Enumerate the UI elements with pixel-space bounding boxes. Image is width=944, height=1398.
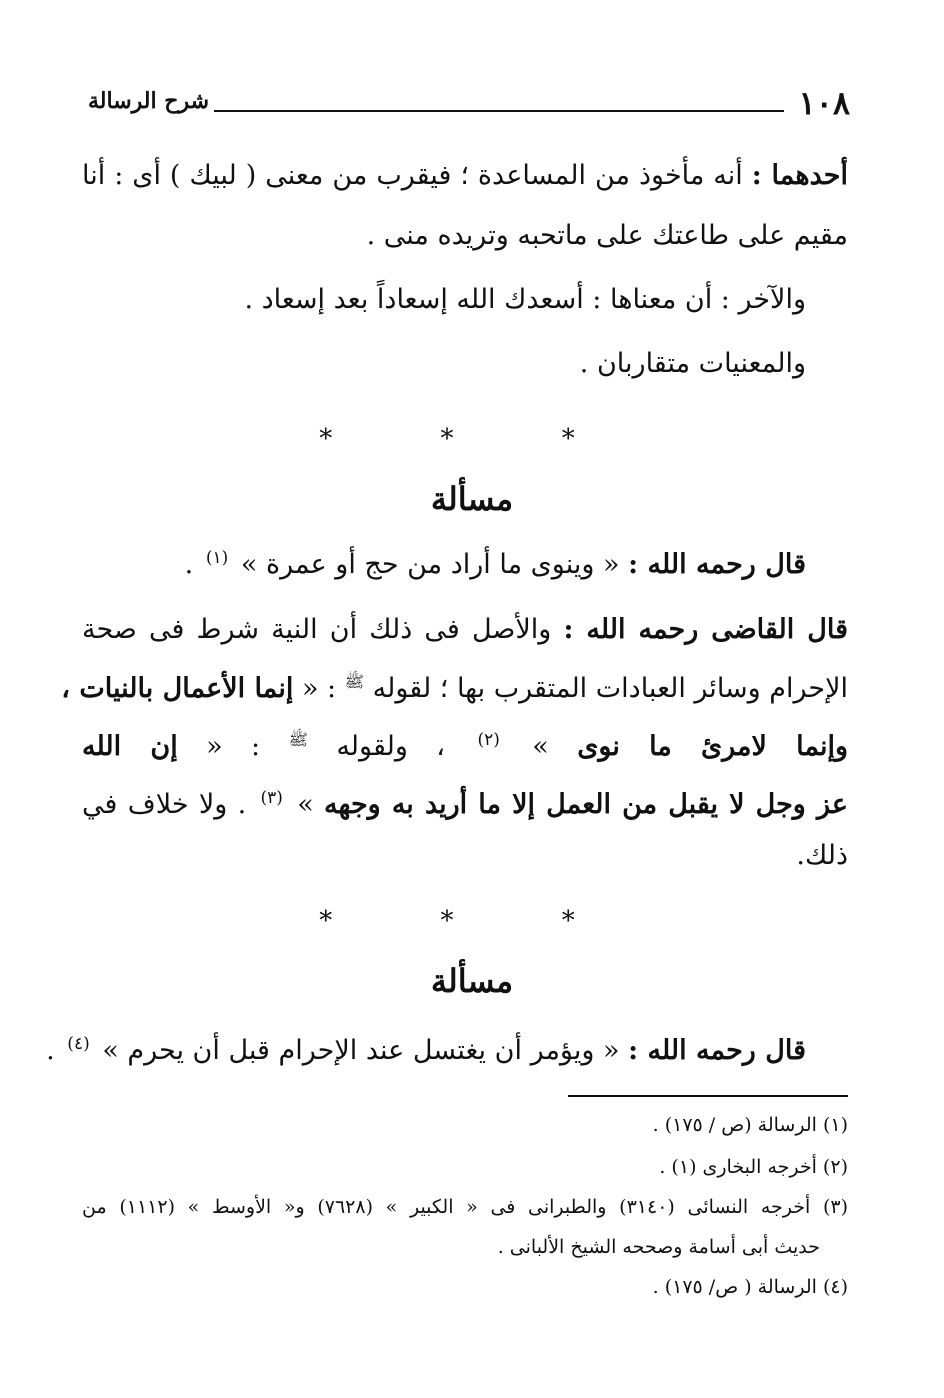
para2: والآخر : أن معناها : أسعدك الله إسعاداً بعد إسعاد . <box>244 284 806 315</box>
hadith-text-2-start: إن الله <box>82 731 178 762</box>
footnote-1: (١) الرسالة (ص / ١٧٥) . <box>652 1114 848 1136</box>
para3: والمعنيات متقاربان . <box>579 348 806 379</box>
section-heading: مسألة <box>430 480 514 518</box>
section2-quote <box>46 1034 806 1066</box>
qadi-line4 <box>82 788 848 820</box>
quote-text: « ويؤمر أن يغتسل عند الإحرام قبل أن يحرم » <box>102 1035 620 1066</box>
honorific-glyph: ﷺ <box>288 730 308 749</box>
footnote-3-line1: (٣) أخرجه النسائى (٣١٤٠) والطبرانى فى « الكبير » (٧٦٢٨) و« الأوسط » (١١١٢) من <box>82 1196 848 1218</box>
qadi-line1-text: والأصل فى ذلك أن النية شرط فى صحة <box>82 614 552 645</box>
footnote-3-line2: حديث أبى أسامة وصححه الشيخ الألبانى . <box>497 1236 820 1258</box>
quote-label: قال رحمه الله : <box>628 1035 806 1066</box>
header-rule <box>214 110 784 112</box>
hadith-text-2: عز وجل لا يقبل من العمل إلا ما أريد به وجهه <box>324 789 848 820</box>
qadi-label: قال القاضى رحمه الله : <box>563 614 848 645</box>
quote-label: قال رحمه الله : <box>628 549 806 580</box>
qadi-line1 <box>82 614 848 645</box>
para1-line1-text: أنه مأخوذ من المساعدة ؛ فيقرب من معنى ( لبيك ) أى : أنا <box>82 160 743 191</box>
footnote-2: (٢) أخرجه البخارى (١) . <box>659 1156 848 1178</box>
qadi-line3-text: ، ولقوله <box>336 731 446 762</box>
hadith-text-1-end: وإنما لامرئ ما نوى <box>577 731 848 762</box>
footnote-4: (٤) الرسالة ( ص/ ١٧٥) . <box>652 1276 848 1298</box>
footnote-ref-3: (٣) <box>260 788 283 808</box>
quote-text: « وينوى ما أراد من حج أو عمرة » <box>240 549 620 580</box>
para1-line1 <box>82 160 848 191</box>
section-separator: * * * <box>319 424 625 454</box>
page-number: ١٠٨ <box>798 84 850 122</box>
quote-end: . <box>184 549 194 580</box>
running-title: شرح الرسالة <box>88 88 210 114</box>
qadi-line4-text: . ولا خلاف في <box>82 789 247 820</box>
qadi-line5: ذلك. <box>796 840 848 871</box>
qadi-line2 <box>61 672 848 704</box>
footnote-ref-2: (٢) <box>477 730 500 750</box>
qadi-line3-punct: : « <box>206 731 261 762</box>
footnote-ref-4: (٤) <box>67 1034 90 1054</box>
qadi-line3 <box>82 730 848 762</box>
qadi-line2-punct: : « <box>301 673 337 704</box>
para1-label: أحدهما : <box>751 160 848 191</box>
footnote-ref-1: (١) <box>205 548 229 568</box>
para1-line2: مقيم على طاعتك على ماتحبه وتريده منى . <box>366 220 848 251</box>
qadi-line2-text: الإحرام وسائر العبادات المتقرب بها ؛ لقوله <box>372 673 848 704</box>
honorific-glyph: ﷺ <box>344 672 365 691</box>
section-separator: * * * <box>319 906 625 936</box>
footnote-rule <box>568 1095 848 1097</box>
qadi-line3-close: » <box>532 731 549 762</box>
section-heading: مسألة <box>430 962 514 1000</box>
section1-quote <box>185 548 806 580</box>
hadith-text-1: إنما الأعمال بالنيات ، <box>61 673 294 704</box>
quote-end: . <box>46 1035 55 1066</box>
qadi-line4-close: » <box>297 789 314 820</box>
